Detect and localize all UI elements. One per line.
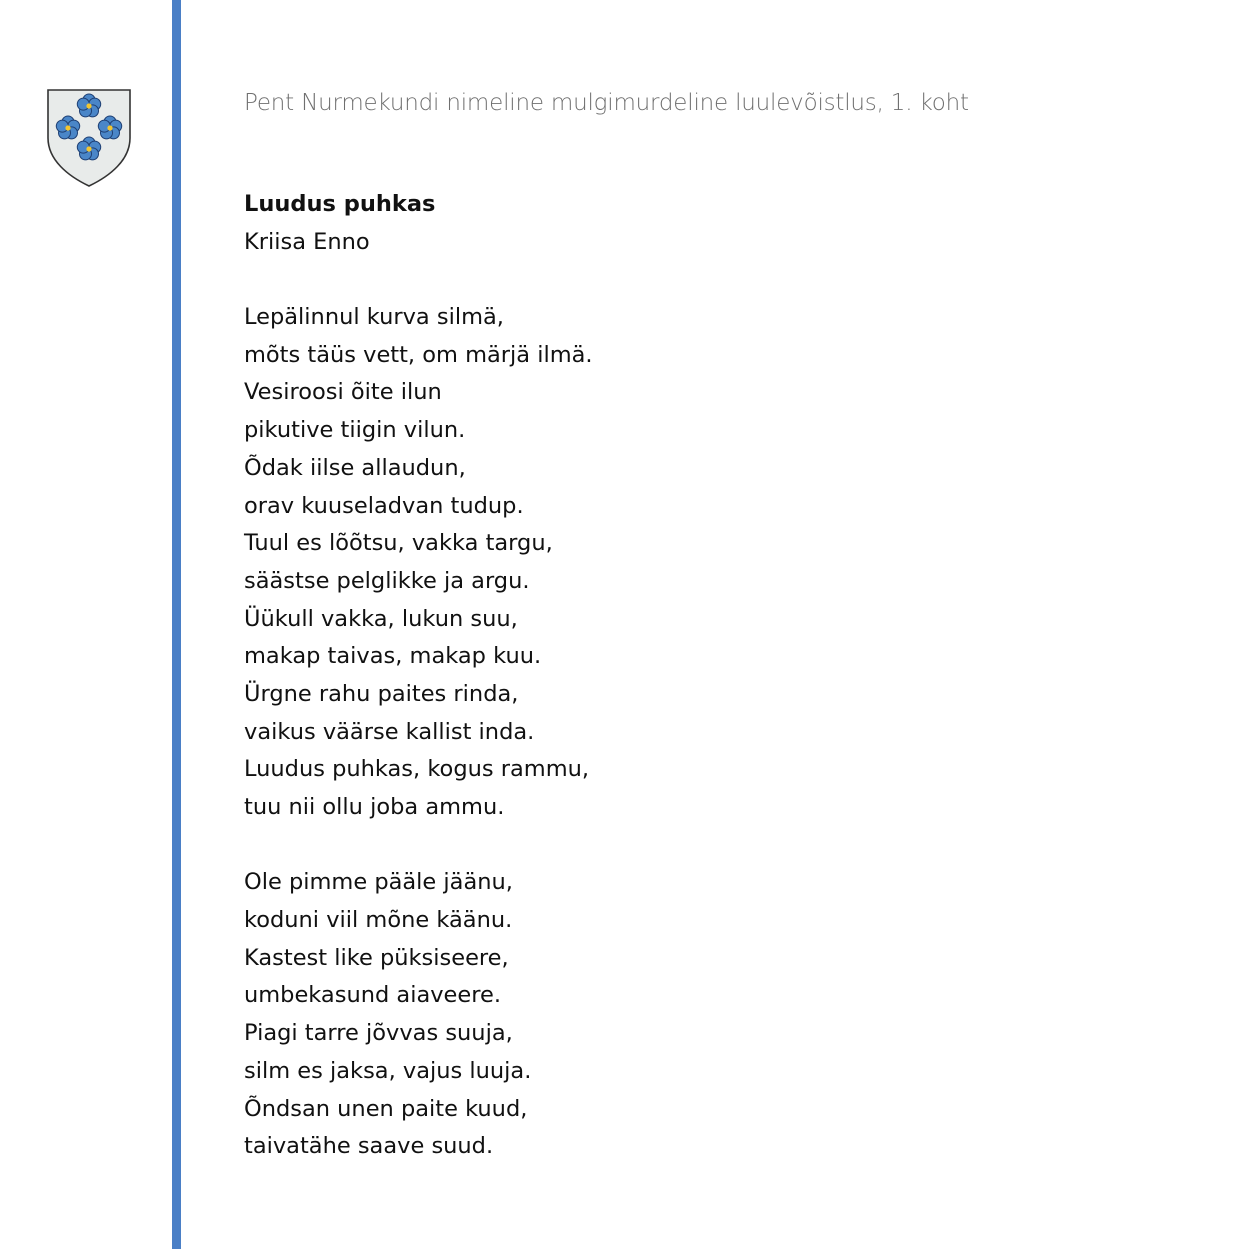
poem-line: Õndsan unen paite kuud, (244, 1095, 528, 1122)
competition-header: Pent Nurmekundi nimeline mulgimurdeline luulevõistlus, 1. koht (244, 90, 969, 116)
poem-line: Lepälinnul kurva silmä, (244, 304, 504, 331)
poem-line: makap taivas, makap kuu. (244, 643, 542, 670)
poem-line: säästse pelglikke ja argu. (244, 567, 530, 594)
poem-line: Piagi tarre jõvvas suuja, (244, 1020, 513, 1047)
poem-line: Kastest like püksiseere, (244, 944, 509, 971)
poem-line: mõts täüs vett, om märjä ilmä. (244, 341, 593, 368)
poem-line: Vesiroosi õite ilun (244, 379, 442, 406)
spacer (244, 261, 1144, 299)
poem-stanza-1 (244, 299, 1144, 827)
poem-line: Ürgne rahu paites rinda, (244, 680, 519, 707)
poem-line: silm es jaksa, vajus luuja. (244, 1057, 532, 1084)
spacer (244, 827, 1144, 865)
poem-author: Kriisa Enno (244, 228, 370, 255)
poem-line: umbekasund aiaveere. (244, 982, 501, 1009)
poem-line: vaikus väärse kallist inda. (244, 718, 535, 745)
poem-line: Tuul es lõõtsu, vakka targu, (244, 530, 553, 557)
coat-of-arms-icon (46, 88, 132, 188)
poem-line: orav kuuseladvan tudup. (244, 492, 524, 519)
poem-stanza-2 (244, 864, 1144, 1166)
poem-title: Luudus puhkas (244, 191, 436, 217)
poem (244, 186, 1144, 1166)
poem-line: Õdak iilse allaudun, (244, 454, 466, 481)
poem-line: Luudus puhkas, kogus rammu, (244, 756, 590, 783)
poem-line: pikutive tiigin vilun. (244, 417, 466, 444)
poem-line: Ole pimme pääle jäänu, (244, 869, 513, 896)
poem-line: Üükull vakka, lukun suu, (244, 605, 518, 632)
poem-line: koduni viil mõne käänu. (244, 907, 513, 934)
poem-line: tuu nii ollu joba ammu. (244, 794, 505, 820)
poem-line: taivatähe saave suud. (244, 1133, 494, 1160)
vertical-accent-line (172, 0, 181, 1249)
